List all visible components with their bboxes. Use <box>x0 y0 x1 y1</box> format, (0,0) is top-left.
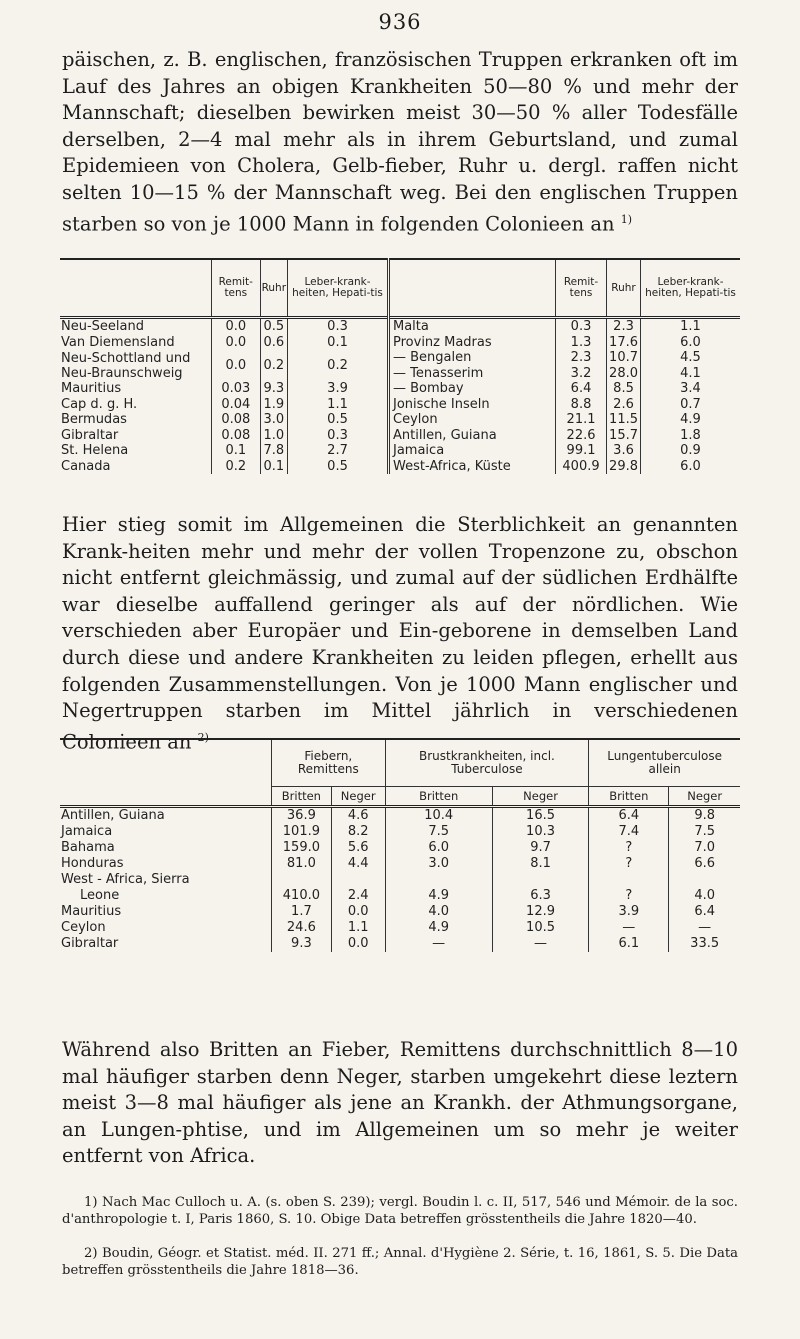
table1-value-left: 0.2 <box>260 350 287 381</box>
table1-value-right: 3.4 <box>641 381 741 397</box>
table2-value <box>385 872 492 888</box>
table1-value-left: 0.04 <box>212 397 261 413</box>
table2-value: 4.9 <box>385 888 492 904</box>
table2-value: 16.5 <box>492 807 589 825</box>
table2-value <box>272 872 332 888</box>
table1-value-left: 0.0 <box>212 318 261 335</box>
table1-value-right: 6.0 <box>641 335 741 351</box>
table1-value-right: 15.7 <box>607 428 641 444</box>
page-number: 936 <box>378 10 422 34</box>
table1-value-right: 10.7 <box>607 350 641 366</box>
table2-row-name: Bahama <box>61 840 115 855</box>
table1-row-name-line1: Neu-Schottland und <box>61 350 191 366</box>
table2-sub-britten: Britten <box>272 787 332 807</box>
table1-value-right: 99.1 <box>556 443 607 459</box>
table1-row-name-right: Ceylon <box>389 412 556 428</box>
table1-value-right: 2.6 <box>607 397 641 413</box>
table1-row-name-right: Jamaica <box>389 443 556 459</box>
table2-value: 7.4 <box>589 824 669 840</box>
table2-value: 4.0 <box>385 904 492 920</box>
footnote-2 <box>62 1246 738 1279</box>
table1-row-name-left: Gibraltar <box>61 427 119 443</box>
table1-value-left: 3.0 <box>260 412 287 428</box>
table1-value-left: 2.7 <box>288 443 389 459</box>
table2-value <box>669 872 740 888</box>
paragraph-conclusion: Während also Britten an Fieber, Remittens durchschnittlich 8—10 mal häufiger starben denn Neger, starben umgekehrt diese leztern meist 3—8 mal häufiger als jene an Krankh. der Athmungsorgane, an Lungen-phtise, und im Allgemeinen um so mehr je weiter entfernt von Africa. <box>62 1038 738 1168</box>
table1-row <box>60 335 740 351</box>
table1-value-right: 4.9 <box>641 412 741 428</box>
table1-value-left: 0.5 <box>260 318 287 335</box>
table2-value: 12.9 <box>492 904 589 920</box>
table2-value: 1.1 <box>331 920 385 936</box>
table2-value: 24.6 <box>272 920 332 936</box>
table1-value-left: 0.0 <box>212 350 261 381</box>
table2-value <box>492 872 589 888</box>
table2-body <box>60 807 740 953</box>
table1-row <box>60 443 740 459</box>
table2-value: — <box>669 920 740 936</box>
table2-value <box>589 872 669 888</box>
table1-value-left: 1.0 <box>260 428 287 444</box>
table2-value: 6.6 <box>669 856 740 872</box>
table2-sub-neger: Neger <box>669 787 740 807</box>
table1-value-left: 0.08 <box>212 428 261 444</box>
table1-header-row <box>60 259 740 318</box>
table1-row-name-left: Canada <box>61 458 111 474</box>
table2-value: — <box>589 920 669 936</box>
table1-row <box>60 428 740 444</box>
table2-row-name: Leone <box>80 888 120 903</box>
table1-row-name-left: Mauritius <box>61 381 122 396</box>
table2-value: 4.6 <box>331 807 385 825</box>
table1-value-right: 4.1 <box>641 366 741 382</box>
table1-row-name-left: St. Helena <box>61 443 129 458</box>
table1-header-leber-right: Leber-krank-heiten, Hepati-tis <box>641 259 741 318</box>
footnote-1-text: 1) Nach Mac Culloch u. A. (s. oben S. 239); vergl. Boudin l. c. II, 517, 546 und Mémoir. de la soc. d'anthropologie t. I, Paris 1860, S. 10. Obige Data betreffen grösstentheils die Jahre 1820—40. <box>62 1195 738 1227</box>
table1-value-right: 3.6 <box>607 443 641 459</box>
table2-row <box>60 840 740 856</box>
table1-value-right: 21.1 <box>556 412 607 428</box>
table2-value: 6.1 <box>589 936 669 952</box>
table2-value: 7.5 <box>385 824 492 840</box>
table1-row-name-left: Neu-Seeland <box>61 319 144 334</box>
table2-value <box>331 872 385 888</box>
table1-row <box>60 397 740 413</box>
table1-value-left: 3.9 <box>288 381 389 397</box>
table2-value: 0.0 <box>331 904 385 920</box>
table1-value-left: 0.2 <box>288 350 389 381</box>
mortality-table-colonies <box>60 258 740 474</box>
table2-row-name: Mauritius <box>61 904 122 919</box>
table2-value: 6.4 <box>669 904 740 920</box>
table2-row-name: Antillen, Guiana <box>61 808 165 823</box>
table1-header-remittens-right: Remit-tens <box>556 259 607 318</box>
table1-value-right: 11.5 <box>607 412 641 428</box>
table2-value: 6.0 <box>385 840 492 856</box>
table1-value-right: 1.1 <box>641 318 741 335</box>
table1-row-name-right: Antillen, Guiana <box>389 428 556 444</box>
table1-header-remittens-left: Remit-tens <box>212 259 261 318</box>
table2-sub-britten: Britten <box>385 787 492 807</box>
table2-value: 3.0 <box>385 856 492 872</box>
table2-value: 8.2 <box>331 824 385 840</box>
mortality-table-britten-neger <box>60 738 740 952</box>
table2-value: 36.9 <box>272 807 332 825</box>
table1-row-name-right: Jonische Inseln <box>389 397 556 413</box>
table2-value: 8.1 <box>492 856 589 872</box>
table2-value: 7.5 <box>669 824 740 840</box>
table1-value-left: 0.03 <box>212 381 261 397</box>
table2-value: 6.4 <box>589 807 669 825</box>
table1-body <box>60 318 740 475</box>
table1-value-left: 1.1 <box>288 397 389 413</box>
table2-value: 81.0 <box>272 856 332 872</box>
table1-value-right: 8.5 <box>607 381 641 397</box>
table2-value: 3.9 <box>589 904 669 920</box>
table1-value-right: 3.2 <box>556 366 607 382</box>
table2-value: 101.9 <box>272 824 332 840</box>
table1-value-left: 0.6 <box>260 335 287 351</box>
table1-header-ruhr-right: Ruhr <box>607 259 641 318</box>
table2-value: 2.4 <box>331 888 385 904</box>
table1-value-right: 4.5 <box>641 350 741 366</box>
table2-row <box>60 824 740 840</box>
table2-header-groups <box>60 739 740 787</box>
table1-value-right: 1.3 <box>556 335 607 351</box>
table1-value-right: 1.8 <box>641 428 741 444</box>
table1-value-right: 0.7 <box>641 397 741 413</box>
table2-row <box>60 936 740 952</box>
table1-value-right: 6.4 <box>556 381 607 397</box>
table1-row-name-right: Malta <box>389 318 556 335</box>
table2-row-name: Ceylon <box>61 920 106 935</box>
table2-row <box>60 807 740 825</box>
table1-value-left: 1.9 <box>260 397 287 413</box>
table1-row <box>60 412 740 428</box>
table1-value-left: 0.08 <box>212 412 261 428</box>
table1-value-left: 0.1 <box>260 459 287 475</box>
table1-row-name-line2: Neu-Braunschweig <box>61 365 183 381</box>
table1-header-leber-left: Leber-krank-heiten, Hepati-tis <box>288 259 389 318</box>
table2-sub-neger: Neger <box>492 787 589 807</box>
table1-value-left: 0.3 <box>288 318 389 335</box>
table1-value-right: 17.6 <box>607 335 641 351</box>
table2-value: 410.0 <box>272 888 332 904</box>
table2-row <box>60 888 740 904</box>
table2-header-lungentuberculose: Lungentuberculose allein <box>589 739 740 787</box>
table1-row <box>60 459 740 475</box>
table2-value: — <box>385 936 492 952</box>
table1-value-left: 0.0 <box>212 335 261 351</box>
table2-value: 159.0 <box>272 840 332 856</box>
footnote-ref-2: 2) <box>197 730 209 744</box>
table2-header-fiebern: Fiebern, Remittens <box>272 739 386 787</box>
table1-header-blank-left <box>60 259 212 318</box>
table1-value-right: 8.8 <box>556 397 607 413</box>
table1-value-right: 2.3 <box>556 350 607 366</box>
table2-row-name: Honduras <box>61 856 124 871</box>
table1-row <box>60 350 740 366</box>
table1-value-left: 0.1 <box>212 443 261 459</box>
table2-sub-britten: Britten <box>589 787 669 807</box>
table1-value-right: 29.8 <box>607 459 641 475</box>
table2-row <box>60 904 740 920</box>
table1-row <box>60 318 740 335</box>
table1-row-name-left: Cap d. g. H. <box>61 396 138 412</box>
table2-value: 10.5 <box>492 920 589 936</box>
table1-row-name-right: — Tenasserim <box>389 366 556 382</box>
table1-row-name-left: Van Diemensland <box>61 334 175 350</box>
table1-header-blank-right <box>389 259 556 318</box>
table2-value: 9.3 <box>272 936 332 952</box>
table2-value: 6.3 <box>492 888 589 904</box>
table2-value: ? <box>589 840 669 856</box>
table1-value-right: 0.9 <box>641 443 741 459</box>
table2-value: 10.4 <box>385 807 492 825</box>
table2-value: 0.0 <box>331 936 385 952</box>
table2-value: 10.3 <box>492 824 589 840</box>
table2-value: — <box>492 936 589 952</box>
table2-row <box>60 856 740 872</box>
table1-value-right: 0.3 <box>556 318 607 335</box>
table2-header-brustkrankheiten: Brustkrankheiten, incl. Tuberculose <box>385 739 589 787</box>
table2-value: 5.6 <box>331 840 385 856</box>
table2-value: 33.5 <box>669 936 740 952</box>
table1-row-name-left: Bermudas <box>61 412 127 427</box>
paragraph-intro-text: päischen, z. B. englischen, französischen Truppen erkranken oft im Lauf des Jahres an obigen Krankheiten 50—80 % und mehr der Mannschaft; dieselben bewirken meist 30—50 % aller Todesfälle derselben, 2—4 mal mehr als in ihrem Geburtsland, und zumal Epidemieen von Cholera, Gelb-fieber, Ruhr u. dergl. raffen nicht selten 10—15 % der Mannschaft weg. Bei den englischen Truppen starben so von je 1000 Mann in folgenden Colonieen an <box>62 48 738 236</box>
table2-row <box>60 872 740 888</box>
table2-header-blank <box>60 739 272 807</box>
table2-value: 4.0 <box>669 888 740 904</box>
table2-value: 9.7 <box>492 840 589 856</box>
table2-row <box>60 920 740 936</box>
table2-row-name: Gibraltar <box>61 936 119 951</box>
table2-row-name: West - Africa, Sierra <box>61 872 190 887</box>
table2-value: 1.7 <box>272 904 332 920</box>
table2-value: ? <box>589 888 669 904</box>
table2-value: ? <box>589 856 669 872</box>
footnote-ref-1: 1) <box>620 212 633 226</box>
table1-row-name-right: — Bombay <box>389 381 556 397</box>
table1-value-left: 0.5 <box>288 459 389 475</box>
table1-value-right: 28.0 <box>607 366 641 382</box>
table1-value-left: 0.2 <box>212 459 261 475</box>
table1-value-left: 0.5 <box>288 412 389 428</box>
table1-value-left: 9.3 <box>260 381 287 397</box>
table2-value: 9.8 <box>669 807 740 825</box>
table2-sub-neger: Neger <box>331 787 385 807</box>
table1-value-left: 0.1 <box>288 335 389 351</box>
table2-value: 4.4 <box>331 856 385 872</box>
table2-value: 4.9 <box>385 920 492 936</box>
table1-row-name-right: Provinz Madras <box>389 335 556 351</box>
table1-value-right: 6.0 <box>641 459 741 475</box>
table2-row-name: Jamaica <box>61 824 113 839</box>
paragraph-middle-text: Hier stieg somit im Allgemeinen die Sterblichkeit an genannten Krank-heiten mehr und mehr der vollen Tropenzone zu, obschon nicht entfernt gleichmässig, und zumal auf der südlichen Erdhälfte war dieselbe auffallend geringer als auf der nördlichen. Wie verschieden aber Europäer und Ein-geborene in demselben Land durch diese und andere Krankheiten zu leiden pflegen, erhellt aus folgenden Zusammenstellungen. Von je 1000 Mann englischer und Negertruppen starben im Mittel jährlich in verschiedenen Colonieen an <box>62 513 738 754</box>
table1-row-name-right: — Bengalen <box>389 350 556 366</box>
paragraph-middle <box>62 512 738 756</box>
table2-value: 7.0 <box>669 840 740 856</box>
table1-value-right: 400.9 <box>556 459 607 475</box>
table1-value-right: 22.6 <box>556 428 607 444</box>
footnote-2-text: 2) Boudin, Géogr. et Statist. méd. II. 271 ff.; Annal. d'Hygiène 2. Série, t. 16, 1861, S. 5. Die Data betreffen grösstentheils die Jahre 1818—36. <box>62 1246 738 1278</box>
table1-row-name-left <box>60 350 212 381</box>
table1-value-right: 2.3 <box>607 318 641 335</box>
table1-row-name-right: West-Africa, Küste <box>389 459 556 475</box>
paragraph-intro <box>62 47 738 238</box>
table1-value-left: 0.3 <box>288 428 389 444</box>
footnote-1 <box>62 1195 738 1228</box>
table1-header-ruhr-left: Ruhr <box>260 259 287 318</box>
table1-row <box>60 381 740 397</box>
table1-value-left: 7.8 <box>260 443 287 459</box>
